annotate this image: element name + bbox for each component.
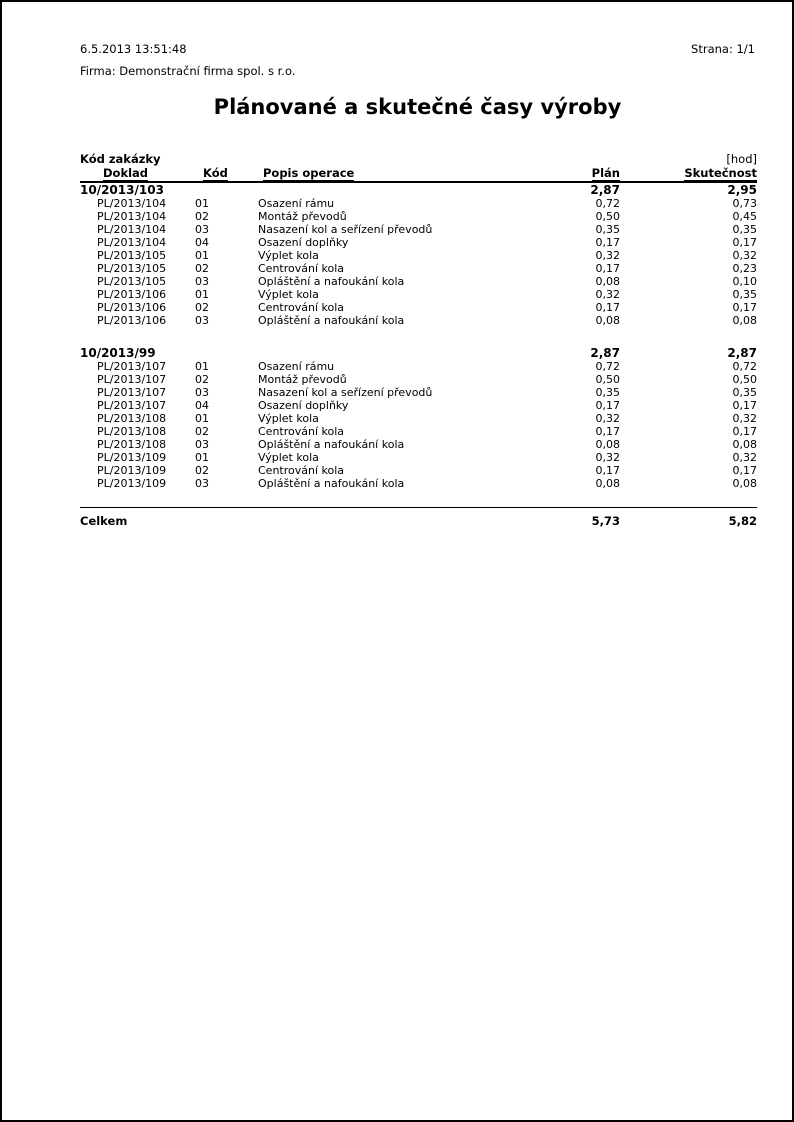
skutecnost-cell: 0,10 xyxy=(732,275,757,288)
group-header-row xyxy=(80,183,757,197)
kod-cell: 03 xyxy=(195,314,209,327)
plan-cell: 0,32 xyxy=(595,249,620,262)
kod-cell: 02 xyxy=(195,210,209,223)
table-row xyxy=(80,438,757,451)
plan-cell: 0,35 xyxy=(595,386,620,399)
doklad-cell: PL/2013/105 xyxy=(97,262,167,275)
table-row xyxy=(80,236,757,249)
doklad-cell: PL/2013/105 xyxy=(97,249,167,262)
popis-cell: Montáž převodů xyxy=(258,210,347,223)
popis-cell: Výplet kola xyxy=(258,412,319,425)
skutecnost-cell: 0,45 xyxy=(732,210,757,223)
doklad-cell: PL/2013/104 xyxy=(97,223,167,236)
popis-cell: Opláštění a nafoukání kola xyxy=(258,314,405,327)
table-row xyxy=(80,386,757,399)
plan-cell: 0,50 xyxy=(595,210,620,223)
popis-cell: Centrování kola xyxy=(258,425,345,438)
plan-cell: 0,32 xyxy=(595,451,620,464)
order-group xyxy=(80,183,757,327)
popis-cell: Opláštění a nafoukání kola xyxy=(258,477,405,490)
report-content xyxy=(2,2,792,528)
doklad-cell: PL/2013/106 xyxy=(97,301,167,314)
doklad-cell: PL/2013/107 xyxy=(97,373,167,386)
kod-cell: 01 xyxy=(195,288,209,301)
skutecnost-cell: 0,08 xyxy=(732,477,757,490)
company-line: Firma: Demonstrační firma spol. s r.o. xyxy=(80,64,296,78)
total-row xyxy=(80,507,757,528)
skutecnost-cell: 0,73 xyxy=(732,197,757,210)
table-row xyxy=(80,249,757,262)
column-header-skutecnost: Skutečnost xyxy=(684,166,757,180)
kod-cell: 04 xyxy=(195,236,209,249)
kod-cell: 02 xyxy=(195,425,209,438)
doklad-cell: PL/2013/106 xyxy=(97,314,167,327)
table-row xyxy=(80,464,757,477)
kod-cell: 02 xyxy=(195,262,209,275)
column-header-kod: Kód xyxy=(203,166,228,180)
skutecnost-cell: 0,72 xyxy=(732,360,757,373)
kod-cell: 02 xyxy=(195,301,209,314)
unit-label: [hod] xyxy=(726,152,757,166)
doklad-cell: PL/2013/106 xyxy=(97,288,167,301)
skutecnost-cell: 0,32 xyxy=(732,451,757,464)
skutecnost-cell: 0,50 xyxy=(732,373,757,386)
report-title: Plánované a skutečné časy výroby xyxy=(213,95,622,119)
popis-cell: Osazení rámu xyxy=(258,197,335,210)
doklad-cell: PL/2013/109 xyxy=(97,464,167,477)
popis-cell: Osazení doplňky xyxy=(258,236,349,249)
kod-cell: 03 xyxy=(195,386,209,399)
doklad-cell: PL/2013/108 xyxy=(97,412,167,425)
plan-cell: 0,17 xyxy=(595,425,620,438)
popis-cell: Opláštění a nafoukání kola xyxy=(258,438,405,451)
page-number: Strana: 1/1 xyxy=(691,42,755,56)
plan-cell: 0,72 xyxy=(595,360,620,373)
kod-cell: 03 xyxy=(195,477,209,490)
popis-cell: Centrování kola xyxy=(258,301,345,314)
plan-cell: 0,72 xyxy=(595,197,620,210)
order-groups xyxy=(80,183,757,490)
skutecnost-cell: 0,17 xyxy=(732,301,757,314)
report-header-line2 xyxy=(80,60,755,82)
table-meta-row xyxy=(80,152,757,166)
skutecnost-cell: 0,17 xyxy=(732,464,757,477)
popis-cell: Montáž převodů xyxy=(258,373,347,386)
popis-cell: Osazení rámu xyxy=(258,360,335,373)
group-actual-total: 2,95 xyxy=(727,183,757,197)
popis-cell: Opláštění a nafoukání kola xyxy=(258,275,405,288)
table-row xyxy=(80,262,757,275)
plan-cell: 0,17 xyxy=(595,262,620,275)
skutecnost-cell: 0,08 xyxy=(732,438,757,451)
group-header-row xyxy=(80,346,757,360)
kod-cell: 01 xyxy=(195,249,209,262)
popis-cell: Výplet kola xyxy=(258,249,319,262)
skutecnost-cell: 0,32 xyxy=(732,412,757,425)
popis-cell: Centrování kola xyxy=(258,262,345,275)
table-row xyxy=(80,451,757,464)
table-row xyxy=(80,412,757,425)
doklad-cell: PL/2013/108 xyxy=(97,438,167,451)
total-plan: 5,73 xyxy=(591,514,620,528)
table-row xyxy=(80,399,757,412)
table-row xyxy=(80,360,757,373)
skutecnost-cell: 0,35 xyxy=(732,223,757,236)
plan-cell: 0,17 xyxy=(595,399,620,412)
table-row xyxy=(80,210,757,223)
skutecnost-cell: 0,35 xyxy=(732,288,757,301)
skutecnost-cell: 0,17 xyxy=(732,399,757,412)
group-plan-total: 2,87 xyxy=(590,183,620,197)
skutecnost-cell: 0,17 xyxy=(732,236,757,249)
doklad-cell: PL/2013/109 xyxy=(97,451,167,464)
plan-cell: 0,32 xyxy=(595,288,620,301)
total-skutecnost: 5,82 xyxy=(728,514,757,528)
doklad-cell: PL/2013/105 xyxy=(97,275,167,288)
plan-cell: 0,17 xyxy=(595,464,620,477)
table-row xyxy=(80,275,757,288)
doklad-cell: PL/2013/104 xyxy=(97,197,167,210)
table-row xyxy=(80,477,757,490)
doklad-cell: PL/2013/109 xyxy=(97,477,167,490)
total-label: Celkem xyxy=(80,514,128,528)
doklad-cell: PL/2013/104 xyxy=(97,236,167,249)
skutecnost-cell: 0,35 xyxy=(732,386,757,399)
plan-cell: 0,08 xyxy=(595,314,620,327)
kod-cell: 01 xyxy=(195,197,209,210)
popis-cell: Výplet kola xyxy=(258,288,319,301)
table-row xyxy=(80,425,757,438)
column-header-doklad: Doklad xyxy=(103,166,149,180)
popis-cell: Centrování kola xyxy=(258,464,345,477)
order-code: 10/2013/103 xyxy=(80,183,164,197)
plan-cell: 0,32 xyxy=(595,412,620,425)
plan-cell: 0,08 xyxy=(595,438,620,451)
plan-cell: 0,17 xyxy=(595,236,620,249)
group-actual-total: 2,87 xyxy=(727,346,757,360)
popis-cell: Nasazení kol a seřízení převodů xyxy=(258,223,433,236)
kod-cell: 01 xyxy=(195,360,209,373)
report-header-line1 xyxy=(80,38,755,60)
kod-cell: 02 xyxy=(195,464,209,477)
popis-cell: Nasazení kol a seřízení převodů xyxy=(258,386,433,399)
table-row xyxy=(80,314,757,327)
kod-cell: 01 xyxy=(195,451,209,464)
order-group xyxy=(80,346,757,490)
skutecnost-cell: 0,08 xyxy=(732,314,757,327)
table-row xyxy=(80,373,757,386)
kod-cell: 03 xyxy=(195,438,209,451)
plan-cell: 0,35 xyxy=(595,223,620,236)
popis-cell: Výplet kola xyxy=(258,451,319,464)
table-row xyxy=(80,288,757,301)
table-header-row xyxy=(80,166,757,183)
column-header-popis-operace: Popis operace xyxy=(263,166,355,180)
table-row xyxy=(80,197,757,210)
table-row xyxy=(80,223,757,236)
order-code-label: Kód zakázky xyxy=(80,152,161,166)
doklad-cell: PL/2013/107 xyxy=(97,399,167,412)
skutecnost-cell: 0,32 xyxy=(732,249,757,262)
plan-cell: 0,08 xyxy=(595,275,620,288)
kod-cell: 01 xyxy=(195,412,209,425)
report-table xyxy=(80,152,757,528)
skutecnost-cell: 0,23 xyxy=(732,262,757,275)
column-header-plan: Plán xyxy=(591,166,620,180)
order-code: 10/2013/99 xyxy=(80,346,156,360)
plan-cell: 0,08 xyxy=(595,477,620,490)
popis-cell: Osazení doplňky xyxy=(258,399,349,412)
doklad-cell: PL/2013/108 xyxy=(97,425,167,438)
doklad-cell: PL/2013/107 xyxy=(97,360,167,373)
kod-cell: 03 xyxy=(195,223,209,236)
plan-cell: 0,17 xyxy=(595,301,620,314)
group-plan-total: 2,87 xyxy=(590,346,620,360)
doklad-cell: PL/2013/104 xyxy=(97,210,167,223)
plan-cell: 0,50 xyxy=(595,373,620,386)
kod-cell: 04 xyxy=(195,399,209,412)
doklad-cell: PL/2013/107 xyxy=(97,386,167,399)
kod-cell: 03 xyxy=(195,275,209,288)
print-datetime: 6.5.2013 13:51:48 xyxy=(80,42,187,56)
table-row xyxy=(80,301,757,314)
skutecnost-cell: 0,17 xyxy=(732,425,757,438)
kod-cell: 02 xyxy=(195,373,209,386)
